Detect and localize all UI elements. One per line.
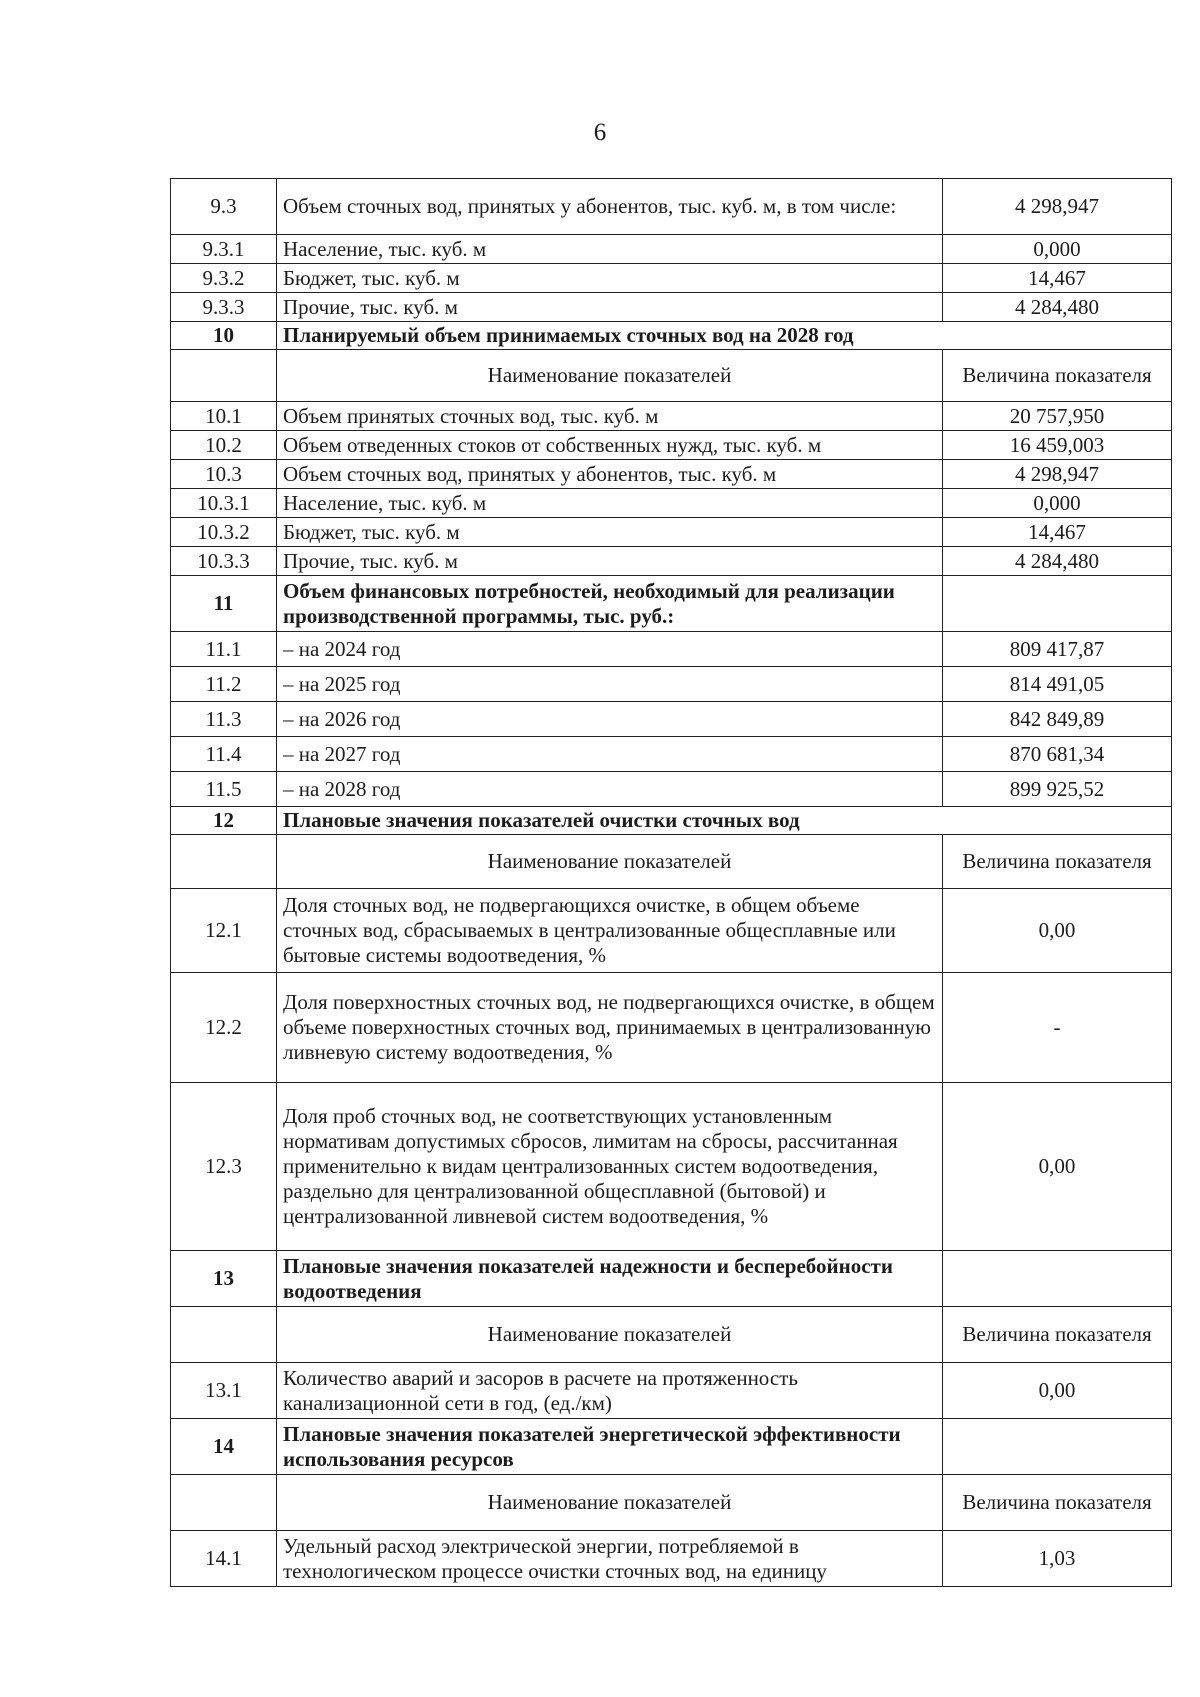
indicator-name-cell: Плановые значения показателей надежности и бесперебойности водоотведения <box>277 1251 943 1307</box>
column-header-row <box>171 1475 1172 1531</box>
row-number-cell <box>171 1475 277 1531</box>
indicator-name-cell: Объем отведенных стоков от собственных нужд, тыс. куб. м <box>277 431 943 460</box>
indicator-name-cell: Количество аварий и засоров в расчете на протяженность канализационной сети в год, (ед./км) <box>277 1363 943 1419</box>
table-row <box>171 264 1172 293</box>
row-number-cell: 10.3.3 <box>171 547 277 576</box>
table-row <box>171 460 1172 489</box>
column-header-value: Величина показателя <box>943 350 1172 402</box>
table-row <box>171 547 1172 576</box>
indicator-value-cell: 809 417,87 <box>943 632 1172 667</box>
indicator-value-cell: 4 284,480 <box>943 547 1172 576</box>
indicator-value-cell: 16 459,003 <box>943 431 1172 460</box>
table-row <box>171 702 1172 737</box>
row-number-cell: 12.3 <box>171 1083 277 1251</box>
row-number-cell: 11.1 <box>171 632 277 667</box>
column-header-row <box>171 350 1172 402</box>
indicator-name-cell: Прочие, тыс. куб. м <box>277 547 943 576</box>
indicator-value-cell: 14,467 <box>943 264 1172 293</box>
table-row <box>171 772 1172 807</box>
section-header-row <box>171 322 1172 350</box>
row-number-cell <box>171 835 277 889</box>
row-number-cell: 13 <box>171 1251 277 1307</box>
column-header-value: Величина показателя <box>943 1475 1172 1531</box>
indicators-table <box>170 178 1172 1587</box>
row-number-cell: 10.3 <box>171 460 277 489</box>
indicator-value-cell: 1,03 <box>943 1531 1172 1587</box>
indicator-value-cell <box>943 576 1172 632</box>
table-body <box>171 179 1172 1587</box>
indicator-name-cell: Плановые значения показателей энергетической эффективности использования ресурсов <box>277 1419 943 1475</box>
indicator-name-cell: Планируемый объем принимаемых сточных вод на 2028 год <box>277 322 1172 350</box>
row-number-cell: 9.3.2 <box>171 264 277 293</box>
indicator-value-cell: 814 491,05 <box>943 667 1172 702</box>
indicator-value-cell: 20 757,950 <box>943 402 1172 431</box>
indicator-name-cell: – на 2024 год <box>277 632 943 667</box>
table-row <box>171 576 1172 632</box>
table-row <box>171 431 1172 460</box>
table-row <box>171 1083 1172 1251</box>
table-row <box>171 1363 1172 1419</box>
indicator-value-cell: 0,000 <box>943 489 1172 518</box>
table-row <box>171 1531 1172 1587</box>
indicator-value-cell: 0,00 <box>943 1363 1172 1419</box>
row-number-cell: 9.3 <box>171 179 277 235</box>
indicator-name-cell: Доля поверхностных сточных вод, не подвергающихся очистке, в общем объеме поверхностных сточных вод, принимаемых в централизованную ливневую систему водоотведения, % <box>277 973 943 1083</box>
indicator-value-cell: 4 284,480 <box>943 293 1172 322</box>
indicator-value-cell <box>943 1419 1172 1475</box>
indicator-value-cell: 870 681,34 <box>943 737 1172 772</box>
column-header-row <box>171 1307 1172 1363</box>
indicator-value-cell: 899 925,52 <box>943 772 1172 807</box>
indicator-value-cell: 14,467 <box>943 518 1172 547</box>
table-row <box>171 632 1172 667</box>
indicator-value-cell: 4 298,947 <box>943 460 1172 489</box>
row-number-cell: 12.1 <box>171 889 277 973</box>
indicator-name-cell: Бюджет, тыс. куб. м <box>277 264 943 293</box>
table-row <box>171 737 1172 772</box>
table-row <box>171 518 1172 547</box>
table-row <box>171 235 1172 264</box>
table-row <box>171 293 1172 322</box>
indicator-name-cell: Бюджет, тыс. куб. м <box>277 518 943 547</box>
column-header-name: Наименование показателей <box>277 1475 943 1531</box>
column-header-value: Величина показателя <box>943 1307 1172 1363</box>
table-row <box>171 1419 1172 1475</box>
row-number-cell: 10.2 <box>171 431 277 460</box>
indicator-name-cell: – на 2026 год <box>277 702 943 737</box>
column-header-name: Наименование показателей <box>277 835 943 889</box>
row-number-cell: 9.3.1 <box>171 235 277 264</box>
row-number-cell: 11 <box>171 576 277 632</box>
row-number-cell: 12.2 <box>171 973 277 1083</box>
column-header-name: Наименование показателей <box>277 350 943 402</box>
row-number-cell: 10.3.1 <box>171 489 277 518</box>
table-row <box>171 489 1172 518</box>
indicator-value-cell: 0,00 <box>943 1083 1172 1251</box>
indicator-value-cell: 842 849,89 <box>943 702 1172 737</box>
row-number-cell: 10.1 <box>171 402 277 431</box>
table-row <box>171 889 1172 973</box>
row-number-cell <box>171 350 277 402</box>
row-number-cell: 11.2 <box>171 667 277 702</box>
row-number-cell: 9.3.3 <box>171 293 277 322</box>
column-header-name: Наименование показателей <box>277 1307 943 1363</box>
indicator-name-cell: Население, тыс. куб. м <box>277 235 943 264</box>
row-number-cell <box>171 1307 277 1363</box>
row-number-cell: 12 <box>171 807 277 835</box>
row-number-cell: 13.1 <box>171 1363 277 1419</box>
table-row <box>171 667 1172 702</box>
indicator-value-cell: - <box>943 973 1172 1083</box>
indicator-name-cell: – на 2027 год <box>277 737 943 772</box>
indicator-value-cell <box>943 1251 1172 1307</box>
indicator-value-cell: 4 298,947 <box>943 179 1172 235</box>
indicator-name-cell: Удельный расход электрической энергии, потребляемой в технологическом процессе очистки сточных вод, на единицу <box>277 1531 943 1587</box>
indicator-name-cell: Объем принятых сточных вод, тыс. куб. м <box>277 402 943 431</box>
row-number-cell: 11.5 <box>171 772 277 807</box>
table-row <box>171 973 1172 1083</box>
row-number-cell: 10 <box>171 322 277 350</box>
indicator-name-cell: Население, тыс. куб. м <box>277 489 943 518</box>
column-header-value: Величина показателя <box>943 835 1172 889</box>
indicator-name-cell: Прочие, тыс. куб. м <box>277 293 943 322</box>
indicator-name-cell: Плановые значения показателей очистки сточных вод <box>277 807 1172 835</box>
indicator-name-cell: Доля проб сточных вод, не соответствующих установленным нормативам допустимых сбросов, лимитам на сбросы, рассчитанная применительно к видам централизованных систем водоотведения, раздельно для централизованной общесплавной (бытовой) и централизованной ливневой систем водоотведения, % <box>277 1083 943 1251</box>
row-number-cell: 11.3 <box>171 702 277 737</box>
indicator-name-cell: Объем сточных вод, принятых у абонентов, тыс. куб. м <box>277 460 943 489</box>
indicator-name-cell: Объем сточных вод, принятых у абонентов, тыс. куб. м, в том числе: <box>277 179 943 235</box>
indicator-value-cell: 0,00 <box>943 889 1172 973</box>
row-number-cell: 10.3.2 <box>171 518 277 547</box>
indicator-name-cell: – на 2025 год <box>277 667 943 702</box>
indicator-value-cell: 0,000 <box>943 235 1172 264</box>
table-row <box>171 1251 1172 1307</box>
indicator-name-cell: – на 2028 год <box>277 772 943 807</box>
page-number: 6 <box>593 119 607 146</box>
table-row <box>171 402 1172 431</box>
row-number-cell: 14 <box>171 1419 277 1475</box>
column-header-row <box>171 835 1172 889</box>
table-row <box>171 179 1172 235</box>
row-number-cell: 14.1 <box>171 1531 277 1587</box>
indicator-name-cell: Доля сточных вод, не подвергающихся очистке, в общем объеме сточных вод, сбрасываемых в централизованные общесплавные или бытовые системы водоотведения, % <box>277 889 943 973</box>
indicator-name-cell: Объем финансовых потребностей, необходимый для реализации производственной программы, тыс. руб.: <box>277 576 943 632</box>
section-header-row <box>171 807 1172 835</box>
row-number-cell: 11.4 <box>171 737 277 772</box>
